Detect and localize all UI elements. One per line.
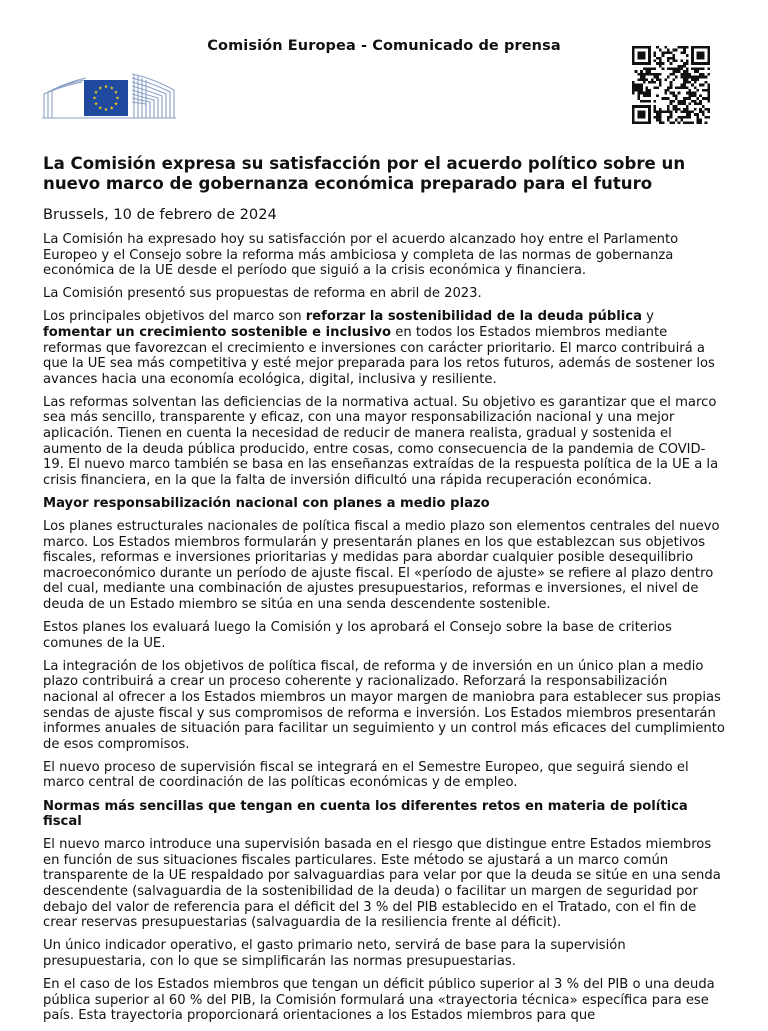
article-dateline: Brussels, 10 de febrero de 2024 xyxy=(43,206,277,223)
article-body xyxy=(43,154,726,1031)
objectives-highlight-growth: fomentar un crecimiento sostenible e inclusivo xyxy=(43,324,392,340)
paragraph-risk-based: El nuevo marco introduce una supervisión basada en el riesgo que distingue entre Estados miembros en función de sus situaciones fiscales particulares. Este método se ajustará a un marco común transparente de la UE respaldado por salvaguardias para velar por que la deuda se sitúe en una senda descendente (salvaguardia de la sostenibilidad de la deuda) o facilitar un margen de seguridad por debajo del valor de referencia para el déficit del 3 % del PIB establecido en el Tratado, con el fin de crear reservas presupuestarias (salvaguardia de la resiliencia frente al déficit). xyxy=(43,837,721,931)
objectives-text-a: Los principales objetivos del marco son xyxy=(43,309,306,325)
european-commission-logo-icon xyxy=(42,68,176,120)
paragraph-reforms: Las reformas solventan las deficiencias de la normativa actual. Su objetivo es garantizar que el marco sea más sencillo, transparente y eficaz, con una mayor responsabilización nacional y una mejor aplicación. Tienen en cuenta la necesidad de reducir de manera realista, gradual y sostenida el aumento de la deuda pública producido, entre cosas, como consecuencia de la pandemia de COVID-19. El nuevo marco también se basa en las enseñanzas extraídas de la respuesta política de la UE a la crisis financiera, en la que la falta de inversión dificultó una rápida recuperación económica. xyxy=(43,394,719,488)
paragraph-european-semester: El nuevo proceso de supervisión fiscal se integrará en el Semestre Europeo, que seguirá siendo el marco central de coordinación de las políticas económicas y de empleo. xyxy=(43,759,689,791)
paragraph-plan-assessment: Estos planes los evaluará luego la Comisión y los aprobará el Consejo sobre la base de criterios comunes de la UE. xyxy=(43,620,672,651)
section-heading-simpler-rules: Normas más sencillas que tengan en cuenta los diferentes retos en materia de política fiscal xyxy=(43,798,688,830)
paragraph-integration: La integración de los objetivos de política fiscal, de reforma y de inversión en un único plan a medio plazo contribuirá a crear un proceso coherente y racionalizado. Reforzará la responsabilización nacional al ofrecer a los Estados miembros un mayor margen de maniobra para establecer sus propias sendas de ajuste fiscal y sus compromisos de reforma e inversión. Los Estados miembros presentarán informes anuales de situación para facilitar un seguimiento y un control más eficaces del cumplimiento de esos compromisos. xyxy=(43,658,725,752)
objectives-text-c: y xyxy=(641,309,654,325)
qr-code-icon xyxy=(632,46,710,124)
paragraph-national-plans: Los planes estructurales nacionales de política fiscal a medio plazo son elementos centrales del nuevo marco. Los Estados miembros formularán y presentarán planes en los que establezcan sus objetivos fiscales, reformas e inversiones prioritarias y medidas para abordar cualquier posible desequilibrio macroeconómico durante un período de ajuste fiscal. El «período de ajuste» se refiere al plazo dentro del cual, mediante una combinación de ajustes presupuestarios, reformas e inversiones, el nivel de deuda de un Estado miembro se sitúa en una senda descendente sostenible. xyxy=(43,519,720,612)
paragraph-technical-trajectory: En el caso de los Estados miembros que tengan un déficit público superior al 3 % del PIB o una deuda pública superior al 60 % del PIB, la Comisión formulará una «trayectoria técnica» específica para ese país. Esta trayectoria proporcionará orientaciones a los Estados miembros para que xyxy=(43,976,715,1024)
paragraph-indicator: Un único indicador operativo, el gasto primario neto, servirá de base para la supervisión presupuestaria, con lo que se simplificarán las normas presupuestarias. xyxy=(43,938,626,969)
press-release-header: Comisión Europea - Comunicado de prensa xyxy=(207,38,561,54)
objectives-text-d: en todos los Estados miembros mediante reformas que favorezcan el crecimiento e inversiones con carácter prioritario. El marco contribuirá a que la UE sea más competitiva y esté mejor preparada para los retos futuros, además de sostener los avances hacia una economía ecológica, digital, inclusiva y resiliente. xyxy=(43,324,715,387)
objectives-highlight-debt: reforzar la sostenibilidad de la deuda pública xyxy=(305,309,642,325)
paragraph-intro: La Comisión ha expresado hoy su satisfacción por el acuerdo alcanzado hoy entre el Parlamento Europeo y el Consejo sobre la reforma más ambiciosa y completa de las normas de gobernanza económica de la UE desde el período que siguió a la crisis económica y financiera. xyxy=(43,232,679,279)
article-headline: La Comisión expresa su satisfacción por el acuerdo político sobre un nuevo marco de gobernanza económica preparado para el futuro xyxy=(43,154,686,193)
paragraph-objectives xyxy=(43,309,726,387)
paragraph-proposal-date: La Comisión presentó sus propuestas de reforma en abril de 2023. xyxy=(43,286,482,302)
section-heading-national-ownership: Mayor responsabilización nacional con planes a medio plazo xyxy=(43,495,490,511)
